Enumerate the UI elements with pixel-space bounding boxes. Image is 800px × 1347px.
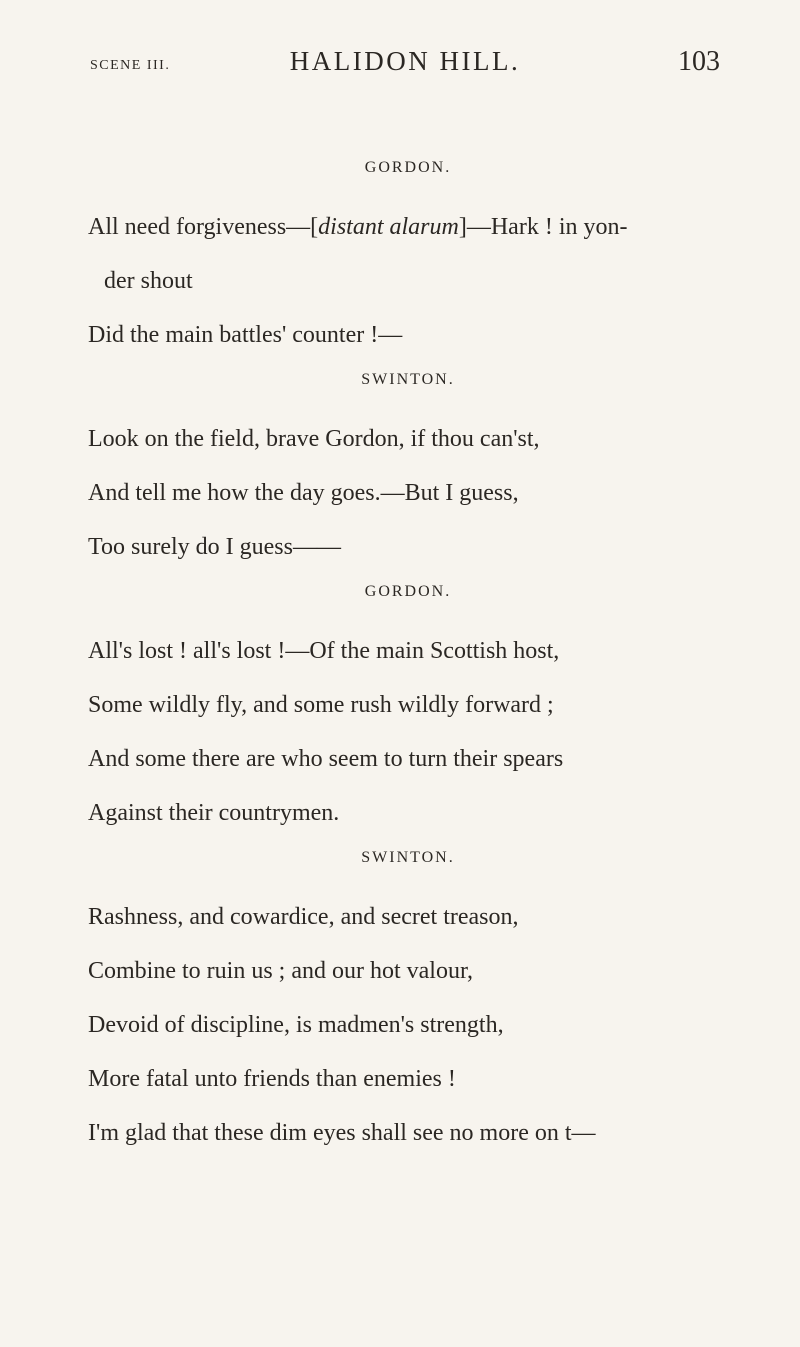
stage-direction: distant alarum [318,214,459,240]
verse-line: Combine to ruin us ; and our hot valour, [88,958,473,984]
verse-line: Rashness, and cowardice, and secret treason, [88,904,519,930]
verse-line: More fatal unto friends than enemies ! [88,1066,456,1092]
verse-line: All's lost ! all's lost !—Of the main Scottish host, [88,638,560,664]
verse-text: ]—Hark ! in yon- [458,214,628,240]
running-header [90,46,720,86]
page-number: 103 [678,46,720,77]
verse-line: Too surely do I guess—— [88,534,341,560]
verse-line: Devoid of discipline, is madmen's strength, [88,1012,504,1038]
verse-line: And tell me how the day goes.—But I guess, [88,480,519,506]
verse-line: Look on the field, brave Gordon, if thou can'st, [88,426,540,452]
verse-line: Against their countrymen. [88,800,340,826]
verse-line: Some wildly fly, and some rush wildly forward ; [88,692,554,718]
speaker-name: GORDON. [364,583,452,600]
scene-label: SCENE III. [90,58,171,73]
speaker-name: SWINTON. [361,371,455,388]
speaker-name: SWINTON. [361,849,455,866]
verse-line [88,200,728,254]
verse-text: All need forgiveness—[ [88,214,319,240]
play-text [88,150,728,1160]
speaker-name: GORDON. [364,159,452,176]
verse-line: Did the main battles' counter !— [88,322,403,348]
verse-line: der shout [104,268,193,294]
verse-line: And some there are who seem to turn their spears [88,746,564,772]
verse-line: I'm glad that these dim eyes shall see no more on t— [88,1120,596,1146]
running-title: HALIDON HILL. [289,46,521,76]
